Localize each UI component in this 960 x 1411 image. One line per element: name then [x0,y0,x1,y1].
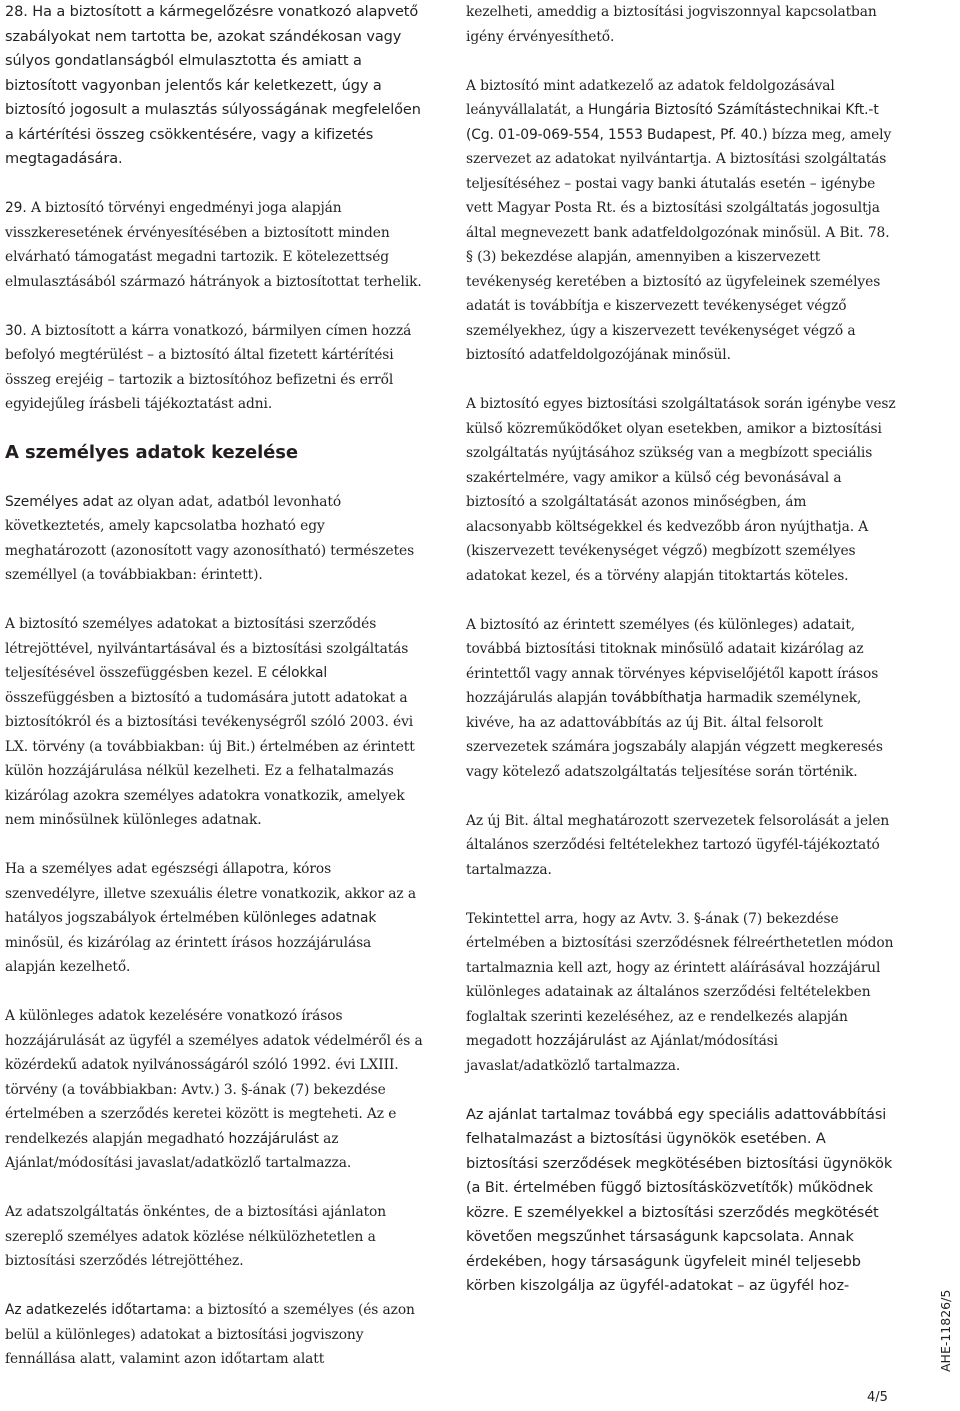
adatfeldolgozo-text-b: bízza meg, amely szervezet az adatokat nyilvántartja. A biztosítási szolgáltatás teljesítéséhez – postai vagy banki átutalás esetén – igénybe vett Magyar Posta Rt. és a biztosítási szolgáltatás jogosultja által megnevezett bank adatfeldolgozónak minősül. A Bit. 78. § (3) bekezdése alapján, amennyiben a kiszervezett tevékenység keretében a biztosító az ügyfeleinek személyes adatát is továbbítja e kiszervezett tevékenységet végző személyekhez, úgy a kiszervezett tevékenységet végző a biztosító adatfeldolgozójának minősül. [466,126,892,363]
paragraph-continuation: kezelheti, ameddig a biztosítási jogviszonnyal kapcsolatban igény érvényesíthető. [466,4,877,45]
adatfeldolgozo-text-a: A biztosító mint adatkezelő az adatok feldolgozásával leányvállalatát, a [466,77,835,118]
idotartam-text: a biztosító a személyes (és azon belül a különleges) adatokat a biztosítási jogviszony fennállása alatt, valamint azon időtartam alatt [5,1302,415,1367]
paragraph-avtv [466,907,896,1079]
term-hozzajarulast-2: hozzájárulást [536,1033,627,1049]
kulonleges-text-a: Ha a személyes adat egészségi állapotra, kóros szenvedélyre, illetve szexuális életre vonatkozik, akkor az a hatályos jogszabályok értelmében [5,861,416,926]
term-kulonleges-adatnak: különleges adatnak [243,910,377,926]
titok-text-a: A biztosító az érintett személyes (és különleges) adatait, továbbá biztosítási titoknak minősülő adatait kizárólag az érintettől vagy annak törvényes képviselőjétől kapott írásos hozzájárulás alapján [466,616,879,706]
paragraph-kulso-kozremukodo: A biztosító egyes biztosítási szolgáltatások során igénybe vesz külső közreműködőket olyan esetekben, amikor a biztosítási szolgáltatás nyújtásához szükség van a megbízott speciális szakértelmére, vagy amikor a külső cég bevonásával a biztosító a szolgáltatását azonos minőségben, ám alacsonyabb költségekkel és kedvezőbb áron nyújthatja. A (kiszervezett tevékenységet végző) megbízott személyes adatokat kezel, és a törvény alapján titoktartás köteles. [466,396,896,584]
definition-text: az olyan adat, adatból levonható következtetés, amely kapcsolatba hozható egy meghatározott (azonosított vagy azonosítható) természetes személlyel (a továbbiakban: érintett). [5,493,415,583]
hozzajarulas-text-b: az Ajánlat/módosítási javaslat/adatközlő tartalmazza. [5,1130,352,1171]
clause-29 [5,196,423,294]
avtv-text-b: az Ajánlat/módosítási javaslat/adatközlő tartalmazza. [466,1033,778,1074]
right-column [466,0,896,1323]
section-heading: A személyes adatok kezelése [5,442,299,463]
paragraph-idotartam [5,1298,423,1372]
paragraph-kulonleges [5,857,423,980]
paragraph-uj-bit: Az új Bit. által meghatározott szervezetek felsorolását a jelen általános szerződési feltételekhez tartozó ügyfél-tájékoztató tartalmazza. [466,812,890,878]
paragraph-ajanlat: Az ajánlat tartalmaz továbbá egy speciális adattovábbítási felhatalmazást a biztosítási ügynökök esetében. A biztosítási szerződések megkötésében biztosítási ügynökök (a Bit. értelmében függő biztosításközvetítők) működnek közre. E személyekkel a biztosítási szerződés megkötését követően megszűnhet társaságunk kapcsolata. Annak érdekében, hogy társaságunk ügyfeleit minél teljesebb körben kiszolgálja az ügyfél-adatokat – az ügyfél hoz- [466,1106,893,1294]
paragraph-hozzajarulas [5,1004,423,1176]
hozzajarulas-text-a: A különleges adatok kezelésére vonatkozó írásos hozzájárulását az ügyfél a személyes adatok védelméről és a közérdekű adatok nyilvánosságáról szóló 1992. évi LXIII. törvény (a továbbiakban: Avtv.) 3. §-ának (7) bekezdése értelmében a szerződés keretei között is megteheti. Az e rendelkezés alapján megadható [5,1008,423,1147]
term-celokkal: célokkal [271,665,328,681]
kezeles-text-b: összefüggésben a biztosító a tudomására jutott adatokat a biztosítókról és a biztosítási tevékenységről szóló 2003. évi LX. törvény (a továbbiakban: új Bit.) értelmében az érintett külön hozzájárulása nélkül kezelheti. Ez a felhatalmazás kizárólag azokra személyes adatokra vonatkozik, amelyek nem minősülnek különleges adatnak. [5,689,415,828]
titok-text-b: harmadik személynek, kivéve, ha az adattovábbítás az új Bit. által felsorolt szervezetek számára jogszabály alapján végzett megkeresés vagy kötelező adatszolgáltatás teljesítése során történik. [466,690,883,780]
paragraph-definition [5,490,423,588]
paragraph-onkentes: Az adatszolgáltatás önkéntes, de a biztosítási ajánlaton szereplő személyes adatok közlése nélkülözhetetlen a biztosítási szerződés létrejöttéhez. [5,1204,387,1269]
term-szemelyes-adat: Személyes adat [5,493,114,510]
term-hozzajarulast: hozzájárulást [228,1130,319,1147]
paragraph-adatfeldolgozo [466,74,896,368]
kezeles-text-a: A biztosító személyes adatokat a biztosítási szerződés létrejöttével, nyilvántartásával és a biztosítási szolgáltatás teljesítésével összefüggésben kezel. E [5,616,409,681]
avtv-text-a: Tekintettel arra, hogy az Avtv. 3. §-ának (7) bekezdése értelmében a biztosítási szerződésnek félreérthetetlen módon tartalmaznia kell azt, hogy az érintett aláírásával hozzájárul különleges adatainak az általános szerződési feltételekben foglaltak szerinti kezeléséhez, az e rendelkezés alapján megadott [466,910,894,1049]
paragraph-titok [466,613,896,785]
clause-29-number: 29. [5,200,27,216]
left-column [5,0,423,1396]
clause-29-text: A biztosító törvényi engedményi joga alapján visszkeresetének érvényesítésében a biztosított minden elvárható támogatást megadni tartozik. E kötelezettség elmulasztásából származó hátrányok a biztosítottat terhelik. [5,200,422,290]
term-idotartam: Az adatkezelés időtartama: [5,1302,192,1318]
clause-28: 28. Ha a biztosított a kármegelőzésre vonatkozó alapvető szabályokat nem tartotta be, azokat szándékosan vagy súlyos gondatlanságból elmulasztotta és amiatt a biztosított vagyonban jelentős kár keletkezett, úgy a biztosító jogosult a mulasztás súlyosságának megfelelően a kártérítési összeg csökkentésére, vagy a kifizetés megtagadására. [5,4,421,167]
term-hungaria: Hungária Biztosító Számítástechnikai Kft.-t (Cg. 01-09-069-554, 1553 Budapest, Pf. 40.) [466,102,879,143]
page-number: 4/5 [867,1390,888,1405]
clause-30-text: A biztosított a kárra vonatkozó, bármilyen címen hozzá befolyó megtérülést – a biztosító által fizetett kártérítési összeg erejéig – tartozik a biztosítóhoz befizetni és erről egyidejűleg írásbeli tájékoztatást adni. [5,322,412,412]
document-code: AHE-11826/5 [938,1289,953,1372]
term-tovabbithatja: továbbíthatja [611,690,703,706]
kulonleges-text-b: minősül, és kizárólag az érintett írásos hozzájárulása alapján kezelhető. [5,934,372,975]
paragraph-kezeles [5,612,423,833]
clause-30 [5,319,423,417]
clause-30-number: 30. [5,322,27,339]
